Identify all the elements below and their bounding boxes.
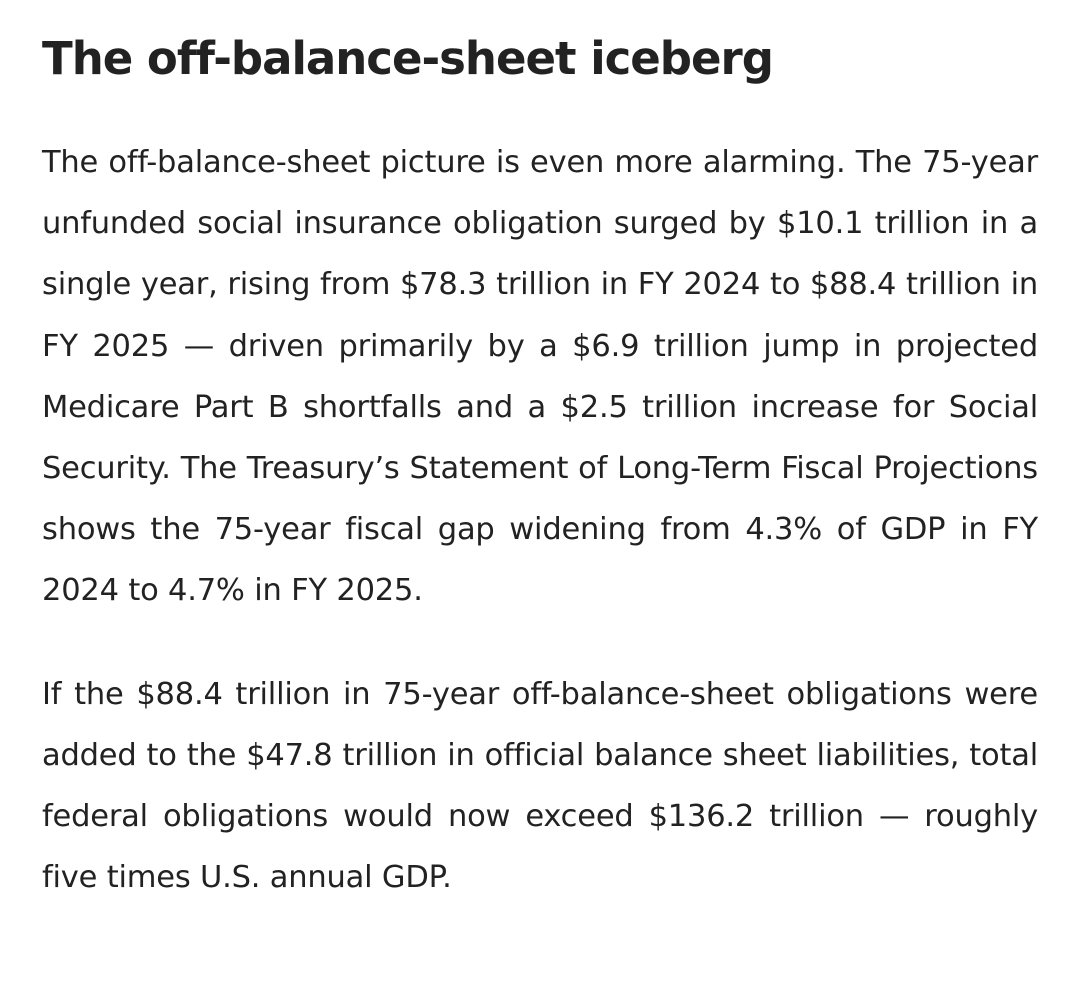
article [42,22,1038,908]
article-paragraph-unfunded-obligations: The off-balance-sheet picture is even more alarming. The 75-year unfunded social insurance obligation surged by $10.1 trillion in a single year, rising from $78.3 trillion in FY 2024 to $88.4 trillion in FY 2025 — driven primarily by a $6.9 trillion jump in projected Medicare Part B shortfalls and a $2.5 trillion increase for Social Security. The Treasury’s Statement of Long-Term Fiscal Projections shows the 75-year fiscal gap widening from 4.3% of GDP in FY 2024 to 4.7% in FY 2025. [42,145,1038,609]
article-heading: The off-balance-sheet iceberg [42,32,773,85]
article-paragraph-total-obligations: If the $88.4 trillion in 75-year off-balance-sheet obligations were added to the $47.8 trillion in official balance sheet liabilities, total federal obligations would now exceed $136.2 trillion — roughly five times U.S. annual GDP. [42,676,1038,896]
